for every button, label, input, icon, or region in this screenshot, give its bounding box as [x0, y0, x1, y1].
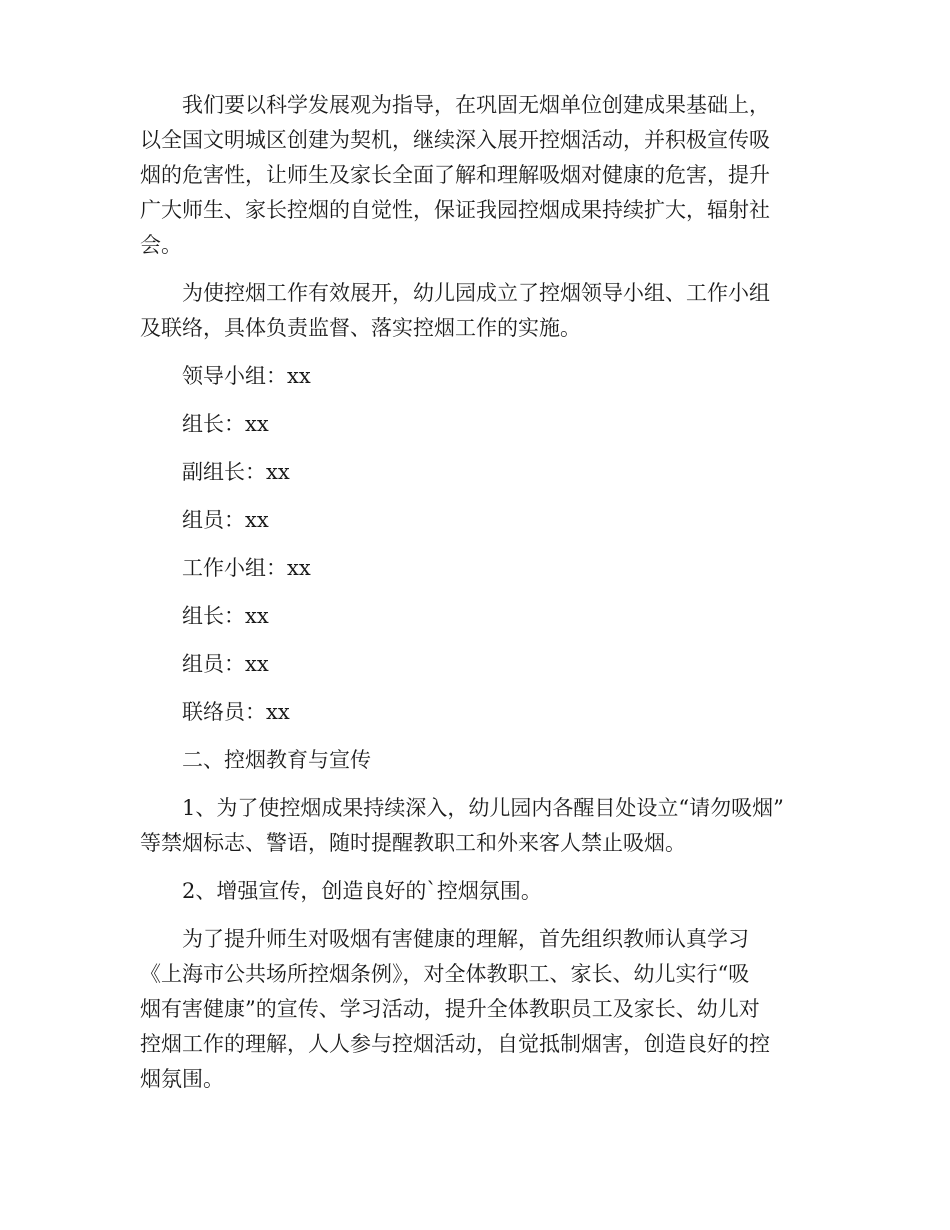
paragraph-intro: [140, 88, 820, 263]
text-line: 等禁烟标志、警语，随时提醒教职工和外来客人禁止吸烟。: [140, 831, 686, 855]
text-line: 工作小组：xx: [182, 556, 311, 580]
text-line: 烟有害健康”的宣传、学习活动，提升全体教职员工及家长、幼儿对: [140, 997, 760, 1021]
paragraph-item-2: [140, 874, 820, 909]
text-line: 我们要以科学发展观为指导，在巩固无烟单位创建成果基础上，: [182, 93, 770, 117]
text-line: 领导小组：xx: [182, 364, 311, 388]
text-line: 烟的危害性，让师生及家长全面了解和理解吸烟对健康的危害，提升: [140, 163, 770, 187]
working-member-line: [140, 647, 820, 682]
text-line: 《上海市公共场所控烟条例》，对全体教职工、家长、幼儿实行“吸: [140, 962, 750, 986]
working-leader-line: [140, 599, 820, 634]
text-line: 以全国文明城区创建为契机，继续深入展开控烟活动，并积极宣传吸: [140, 128, 770, 152]
paragraph-education: [140, 922, 820, 1097]
paragraph-item-1: [140, 791, 820, 861]
leadership-group-line: [140, 359, 820, 394]
document-page: [140, 88, 820, 1110]
section-heading: [140, 743, 820, 778]
text-line: 组长：xx: [182, 412, 269, 436]
text-line: 为使控烟工作有效展开，幼儿园成立了控烟领导小组、工作小组: [182, 281, 770, 305]
text-line: 副组长：xx: [182, 460, 290, 484]
member-line: [140, 503, 820, 538]
liaison-line: [140, 695, 820, 730]
text-line: 1、为了使控烟成果持续深入，幼儿园内各醒目处设立“请勿吸烟”: [182, 796, 784, 820]
text-line: 烟氛围。: [140, 1067, 224, 1091]
text-line: 会。: [140, 233, 182, 257]
leader-line: [140, 407, 820, 442]
text-line: 组长：xx: [182, 604, 269, 628]
paragraph-organization: [140, 276, 820, 346]
text-line: 为了提升师生对吸烟有害健康的理解，首先组织教师认真学习: [182, 927, 749, 951]
text-line: 广大师生、家长控烟的自觉性，保证我园控烟成果持续扩大，辐射社: [140, 198, 770, 222]
deputy-leader-line: [140, 455, 820, 490]
text-line: 二、控烟教育与宣传: [182, 748, 371, 772]
text-line: 联络员：xx: [182, 700, 290, 724]
text-line: 控烟工作的理解，人人参与控烟活动，自觉抵制烟害，创造良好的控: [140, 1032, 770, 1056]
text-line: 及联络，具体负责监督、落实控烟工作的实施。: [140, 316, 581, 340]
working-group-line: [140, 551, 820, 586]
text-line: 组员：xx: [182, 652, 269, 676]
text-line: 组员：xx: [182, 508, 269, 532]
text-line: 2、增强宣传，创造良好的`控烟氛围。: [182, 879, 542, 903]
